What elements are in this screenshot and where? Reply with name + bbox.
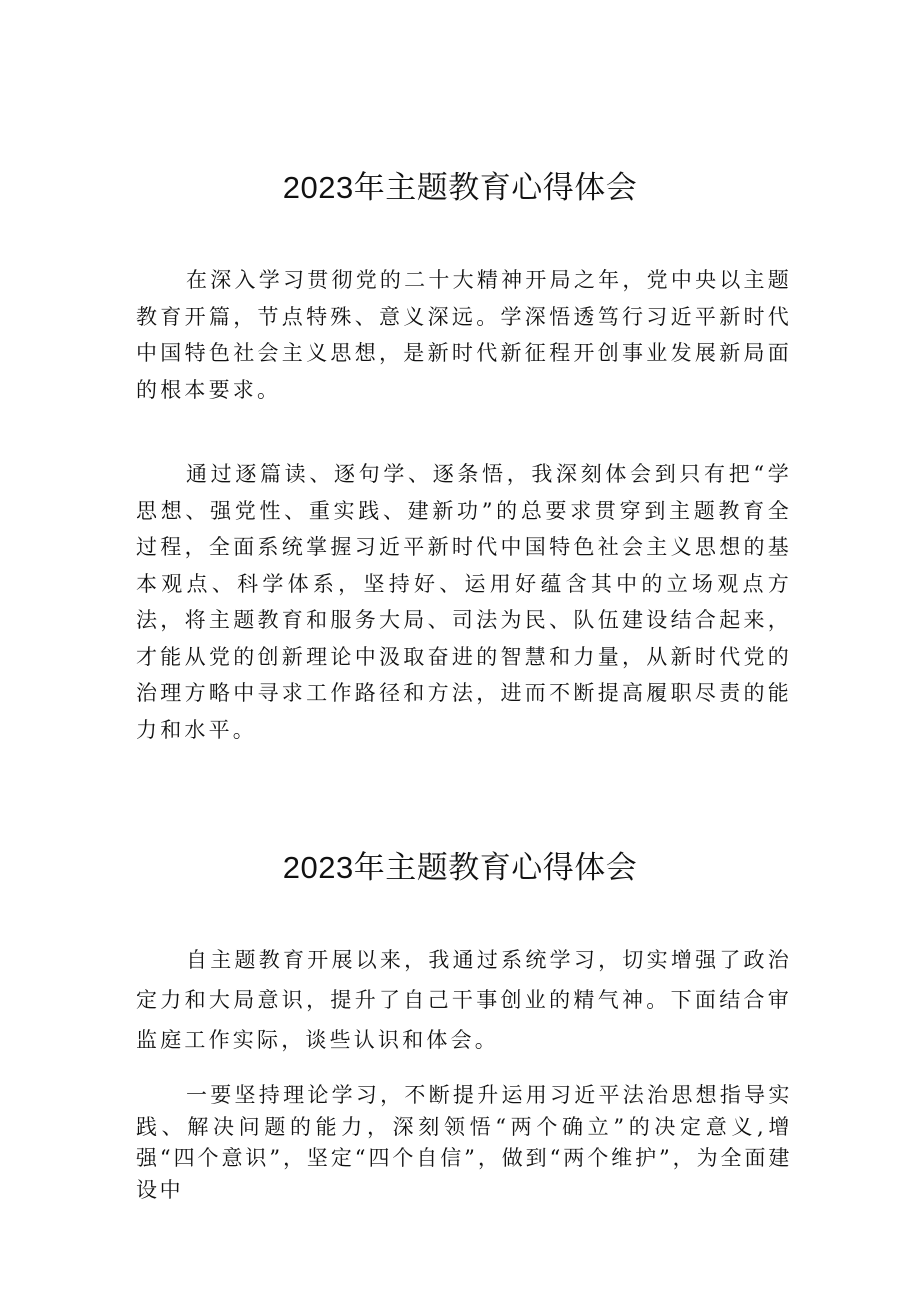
section-2-paragraph-2: 一要坚持理论学习，不断提升运用习近平法治思想指导实践、解决问题的能力，深刻领悟“两个确立”的决定意义,增强“四个意识”，坚定“四个自信”，做到“两个维护”，为全面建设中 [136, 1083, 792, 1202]
section-1-title: 2023年主题教育心得体会 [282, 170, 638, 205]
section-1-paragraph-2: 通过逐篇读、逐句学、逐条悟，我深刻体会到只有把“学思想、强党性、重实践、建新功”的总要求贯穿到主题教育全过程，全面系统掌握习近平新时代中国特色社会主义思想的基本观点、科学体系，坚持好、运用好蕴含其中的立场观点方法，将主题教育和服务大局、司法为民、队伍建设结合起来，才能从党的创新理论中汲取奋进的智慧和力量，从新时代党的治理方略中寻求工作路径和方法，进而不断提高履职尽责的能力和水平。 [136, 462, 792, 742]
section-1-paragraph-1: 在深入学习贯彻党的二十大精神开局之年，党中央以主题教育开篇，节点特殊、意义深远。学深悟透笃行习近平新时代中国特色社会主义思想，是新时代新征程开创事业发展新局面的根本要求。 [136, 268, 792, 402]
section-2-paragraph-1: 自主题教育开展以来，我通过系统学习，切实增强了政治定力和大局意识，提升了自己干事创业的精气神。下面结合审监庭工作实际，谈些认识和体会。 [136, 948, 792, 1052]
section-2-title: 2023年主题教育心得体会 [282, 850, 638, 885]
